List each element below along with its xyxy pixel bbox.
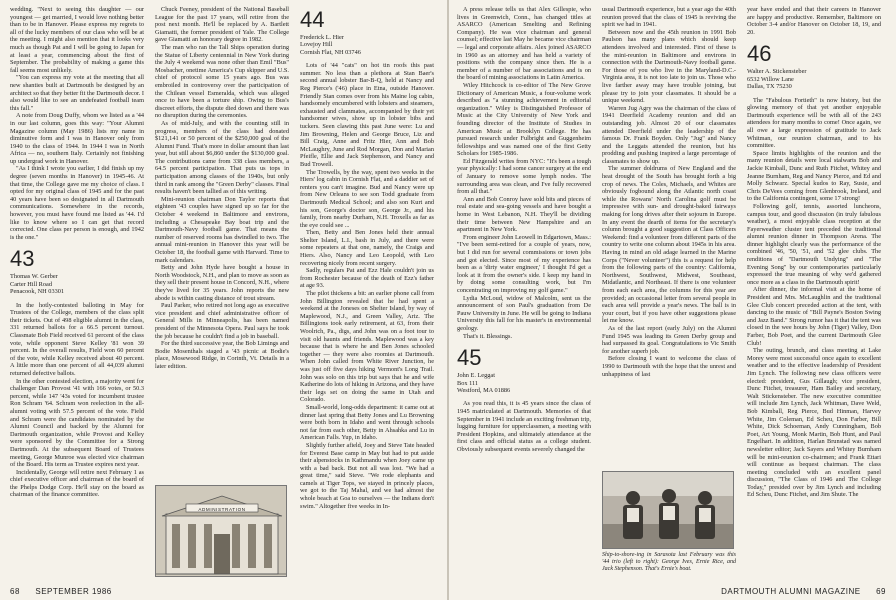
address-line: Carter Hill Road <box>10 280 52 288</box>
issue-date: SEPTEMBER 1986 <box>35 587 112 596</box>
paragraph: Sadly, regulars Pat and Ezz Hale couldn't join us from Rochester because of the death of Ezz's father at age 93. <box>300 267 434 290</box>
photo-illustration <box>603 472 734 549</box>
address-line: Westford, MA 01886 <box>457 386 511 394</box>
paragraph: Following golf, tennis, assorted luncheons, campus tour, and good discussion (in truly fabulous weather), a most enjoyable class reception at the Fayerweather cluster tent preceded the traditional alumni reunion dinner in Thompson Arena. The dinner highlight clearly was the performance of the combined '46, '50, '51, and '52 glee clubs. The renditions of "Dartmouth Undying" and "The Evening Song" by our contemporaries particularly expressed the true meaning of why we'd gathered once more as a class in the Dartmouth spirit! <box>747 202 881 286</box>
right-page <box>449 0 896 600</box>
paragraph: Wiley Hitchcock is co-editor of The New Grove Dictionary of American Music, a four-volume work described as "a stunning achievement in editorial organization." Wiley is Distinguished Professor of Music at the City University of New York and founding director of the Institute of Studies in American Music at Brooklyn College. He has pursued research under Fulbright and Guggenheim fellowships and was named one of the first Getty Scholars for 1985-1986. <box>457 81 591 158</box>
paragraph: Betty and John Hyde have bought a house in North Woodstock, N.H., and plan to move as soon as they sell their present house in Concord, N.H., where they've lived for 35 years. John reports the new abode is within casting distance of trout stream. <box>155 264 289 302</box>
paragraph: The man who ran the Tall Ships operation during the Statue of Liberty centennial in New York during the July 4 weekend was none other than Emil "Bus" Mosbacher, onetime America's Cup skipper and U.S. chief of protocol some 15 years ago. Bus was embroiled in controversy over the participation of the Chilean vessel Esmeralda, which was alleged once to have been a torture ship. Owing to Bus's discreet efforts, the dispute died down and there was no disruption during the ceremonies. <box>155 43 289 120</box>
class-secretary-address <box>747 68 881 90</box>
paragraph: Ann and Bob Conroy have sold bits and pieces of real estate and sea-going vessels and have bought a home in West Lebanon, N.H. They'll be dividing their time between New Hampshire and an apartment in New York. <box>457 195 591 234</box>
paragraph: "You can express my vote at the meeting that all new shanties built at Dartmouth be designed by an architect so that they better fit the Dartmouth decor. I also would like to see an undefeated football team this fall." <box>10 74 144 112</box>
paragraph: The outing, brunch, and class meeting at Lake Morey were most successful once again to excellent weather and to the effective leadership of President Jim Lynch. The following new class officers were elected: president, Gus Gillaugh; vice president, Dunc Fitchet, treasurer, Ham Bailey and secretary, Walt Stickensteber. The new executive committee will include Jim Lynch, Jack Whitman, Dave Weld, Bob Kimball, Reg Pierce, Bud Hinman, Harvey White, Jim Coleman, Ed Scheu, Don Farber, Bill White, Dick Schoeman, Andy Cunningham, Bob Poet, Art Young, Monk Martin, Bob Hunt, and Paul Engelhart. In addition, Harlan Brunstad was named newsletter editor; Jack Sayers and Whitey Burnham will be mini-reunion co-chairmen; and Frank Ettari will continue as bequest chairman. The class meeting concluded with an excellent panel discussion, "The Class of 1946 and The College Today," presided over by Jim Lynch and including Ed Scheu, Dunc Fitchet, and Jim Shute. The <box>747 347 881 499</box>
paragraph: Before closing I want to welcome the class of 1990 to Dartmouth with the hope that the unrest and unhappiness of last <box>602 355 736 378</box>
building-illustration <box>156 486 287 577</box>
paragraph: Between now and the 45th reunion in 1991 Bob Paulson has many plans which should keep attendees involved and interested. First of these is the mini-reunion in Baltimore and environs in connection with the Dartmouth-Navy football game. For those of you who live in the Maryland-D.C.-Virginia area, it is not too late to join us. Those who live farther away may have trouble joining, but please try to join your classmates. It should be a unique weekend. <box>602 28 736 105</box>
left-column-1 <box>10 6 144 578</box>
paragraph: From engineer John Leowell in Edgartown, Mass.: "I've been semi-retired for a couple of years, now, but I did run for several commissions or town jobs and got elected. Since most of my experience has been as a 'dirty water engineer,' I thought I'd get a look at it from the owner's side. I keep my hand in by doing some consulting work, but I'm concentrating on improving my golf game." <box>457 233 591 294</box>
paragraph: In the hotly-contested balloting in May for Trustees of the College, members of the class split their tickets. Out of 498 eligible alumni in the class, 331 returned ballots for a 66.5 percent turnout. Classmate Bob Field received 61 percent of the class vote, while opponent Steve Kelley '81 won 39 percent. In the overall results, Field won 60 percent of the vote, while Kelley received about 40 percent. A little more than one percent of all 44,039 alumni returned defective ballots. <box>10 301 144 377</box>
paragraph: year have ended and that their careers in Hanover are happy and productive. Remember, Baltimore on October 3-4 and/or Hanover on October 18, 19, and 20. <box>747 6 881 36</box>
administration-sign: ADMINISTRATION <box>198 506 246 512</box>
class-secretary-address <box>300 34 434 56</box>
paragraph: The Trowells, by the way, spent two weeks in the Hiers' log cabin in Cornish Flat, and a daddier set of renters you can't imagine. Bud and Nancy were up from New Orleans to see son Todd graduate from Dartmouth Medical School; and also son Kurt and his son, George's doctor son, George Jr., and his family, from nearby Durham, N.H. Troxells as far as the eye could see ... <box>300 168 434 229</box>
address-line: John E. Leggat <box>457 372 495 380</box>
address-line: Penacook, NH 03301 <box>10 288 65 296</box>
paragraph: The "Fabulous Fortieth" is now history, but the glowing memory of that yet another enjoyable Dartmouth experience will be with all of the 243 attendees for many months to come! Once again, we all owe a large expression of gratitude to Jack Whitman, our reunion chairman, and to his committee. <box>747 96 881 150</box>
address-line: Thomas W. Gerber <box>10 273 58 281</box>
publication-name: DARTMOUTH ALUMNI MAGAZINE <box>721 587 861 596</box>
right-column-1 <box>457 6 591 578</box>
class-year-heading-45: 45 <box>457 345 482 371</box>
paragraph: The pilot thickens a bit: an earlier phone call from John Billington revealed that he had spent a weekend at the Joneses on Shelter Island, by way of Maplewood, N.J., and Green Valley, Ariz. The Billingtons took early retirement, at 63, from their Woolrich, Pa., digs, and John was on a foot tour to visit old haunts and friends. Maplewood was a key because that is where he and Ben Jones schooled together — they were also roomies at Dartmouth. When John called from White River Junction, he was just off five days hiking Vermont's Long Trail. John was solo on this trip but says that he and wife Katherine do lots of hiking in Arizona, and they have their legs set on doing the same in Utah and Colorado. <box>300 290 434 404</box>
address-line: Dallas, TX 75230 <box>747 83 792 91</box>
paragraph: As you read this, it is 45 years since the class of 1945 matriculated at Dartmouth. Memories of that September in 1941 include an exciting freshman trip, lugging furniture for upperclassmen, a meeting with President Hopkins, and ultimately attendance at the first class and official status as a college student. Obviously subsequent events severely changed the <box>457 400 591 453</box>
page-number: 69 <box>876 587 886 596</box>
paragraph: The summer doldrums of New England and the heat drought of the South has brought forth a big crop of news. The Coles, Michaels, and Whites are obviously fogbound along the Atlantic north coast while the Rowans' North Carolina golf must be impressive with sun- and drought-baked fairways making for long drives after their sojourn in Europe. In any event the dearth of items for the secretary's column brought a good suggestion at Class Officers Weekend: find a volunteer from different parts of the country to write one column about 1945s in his area. Having in mind an old adage learned in the Marine Corps ("Never volunteer") this is a request for help from the following parts of the country: California, Northwest, Southwest, Midwest, Southeast, Midatlantic, and Northeast. If there is one volunteer from each each area, the columns for this year are provided; an occasional letter from several people in each area will provide a year's news. The ball is in your court, but if you have other suggestions please let me know. <box>602 165 736 325</box>
col2-text <box>155 6 289 482</box>
paragraph: Slightly further afield, Joey and Steve Tate headed for Everest Base camp in May but had to put aside their alpenstocks in Kathmandu when Joey came up with a bad back. But not all was lost. "We had a great time," said Steve. "We rode elephants and camels at Tiger Tops, we stayed in princely places, we got to the Taj Mahal, and we had almost the whole beach at Goa to ourselves — the Indians don't swim." Altogether five weeks in In- <box>300 441 434 510</box>
paragraph: Ed Fitzgerald writes from NYC: "It's been a tough year physically: I had some cancer surgery at the end of January to remove some lymph nodes. The surrounding area was clean, and I've fully recovered from all that." <box>457 157 591 196</box>
paragraph: Small-world, long-odds department: it came out at dinner last spring that Betty Jones and Lu Browning were both born in Idaho and went through schools not far from each other, Betty in Ahsahka and Lu in American Falls. Yup, in Idaho. <box>300 403 434 442</box>
paragraph: A press release tells us that Alex Gillespie, who lives in Greenwich, Conn., has changed titles at ASARCO (American Smelting and Refining Company). He was vice chairman and general counsel; effective last May he became vice chairman — legal and corporate affairs. Alex joined ASARCO in 1960 as an attorney and has held a variety of positions with the company since then. He is a member of a number of bar associations and is on the board of mining associations in Latin America. <box>457 6 591 82</box>
paragraph: Mini-reunion chairman Don Taylor reports that eighteen '43 couples have signed up so far for the October 4 weekend in Baltimore and environs, including a Chesapeake Bay boat trip and the Dartmouth-Navy football game. That means the number of reserved rooms has dwindled to two. The annual mini-reunion in Hanover this year will be October 18, the football game with Harvard. Time to mark calendars. <box>155 195 289 264</box>
paragraph: Chuck Feeney, president of the National Baseball League for the past 17 years, will retire from the post next month. He'll be replaced by A. Bartlett Giamatti, the former president of Yale. The College gave Giamatti an honorary degree in 1982. <box>155 6 289 44</box>
paragraph: In the other contested election, a majority went for challenger Dan Provost '41 with 166 votes, or 50.3 percent, while 147 '43s voted for incumbent trustee Ron Schram '64. Schram won reelection in the all-alumni voting with 57.5 percent of the vote. Field and Schram were the candidates nominated by the Alumni Council and backed by the Alumni for Dartmouth organization, while Provost and Kelley were sponsored by the Committee for a Strong Dartmouth. At the subsequent Board of Trustees meeting, George Munroe was elected vice chairman of the Board. His term as Trustee expires next year. <box>10 377 144 469</box>
paragraph: wedding. "Next to seeing this daughter — our youngest — get married, I would love nothing better than to be in Hanover. Please express my regrets to all of the lucky members of our class who will be at the meeting. I might also mention that it looks very much as though Pat and I will be going to Japan for at least a year, commencing about the first of September. The probability of making a game this fall seems most unlikely. <box>10 6 144 74</box>
paragraph: As of the last report (early July) on the Alumni Fund 1945 was leading its Green Derby group and had surpassed its goal. Congratulations to Vic Smith for another superb job. <box>602 324 736 355</box>
three-classmates-photo <box>602 471 734 549</box>
right-column-2 <box>602 6 736 578</box>
paragraph: Incidentally, George will retire next February 1 as chief executive officer and chairman of the board of the Phelps Dodge Corp. He'll stay on the board as chairman of the finance committee. <box>10 468 144 499</box>
right-column-3 <box>747 6 881 578</box>
paragraph: Then, Betty and Ben Jones held their annual Shelter Island, L.I., bash in July, and there were some repeaters at that one, namely, the Craigs and Hiers. Also, Nancy and Leo Leopold, with Leo recovering nicely from recent surgery. <box>300 229 434 267</box>
paragraph: A note from Doug Duffy, whom we listed as a '44 in our last column, goes this way: "Your Alumni Magazine column (May 1986) lists my name in diminutive form and I was in Hanover only from 1940 to the class of 1944. In 1944 I was in North Africa — no, southern Italy. Certainly not finishing up undergrad work in Hanover. <box>10 112 144 165</box>
paragraph: Paul Parker, who retired not long ago as executive vice president and chief administrative officer of General Mills in Minneapolis, has been named president of the Minnesota Opera. Paul says he took the job because he couldn't find a job in baseball. <box>155 302 289 340</box>
address-line: 6532 Willow Lane <box>747 75 794 83</box>
left-column-3 <box>300 6 434 578</box>
photo-caption: Ship-to-shore-ing in Sarasota last February was this '44 trio (left to right): George Ives, Ernie Rice, and Jack Stephenson. That's Ernie's boat. <box>602 552 736 572</box>
paragraph: Lots of '44 "cats" on hot tin roofs this past summer. No less than a plethora at Stan Baer's second annual lobster Bar-B-Q, held at Nancy and Reg Pierce's ('46) place in Etna, outside Hanover. Friendly Stan comes over from his Maine log cabin, handsomely encumbered with lobsters and steamers, exhausted and clammates, accompanied by their yet handsomer wives, show up in lobster bibs and tuckers. Seen clawing this past June were: Lu and Jim Browning, Helen and George Bruce, Liz and Bill Craig, Anne and Fritz Hier, Ann and Bob McLaughry, June and Rod Morgan, Don and Marian Pfeifle, Ellie and Jack Stephenson, and Nancy and Bud Trowell. <box>300 62 434 168</box>
left-page <box>0 0 447 600</box>
paragraph: Warren Jug Agry was the chairman of the class of 1941 Deerfield Academy reunion and did an outstanding job. Almost 20 of our classmates attended Deerfield under the leadership of the famous Dr. Frank Boyden. Only "Jug" and Nancy and the Leggats attended the reunion, but his prodding and pushing inspired a large percentage of classmates to show up. <box>602 104 736 165</box>
left-column-2 <box>155 6 289 578</box>
paragraph: usual Dartmouth experience, but a year ago the 40th reunion proved that the class of 1945 is reviving the spirit we had in 1941. <box>602 6 736 29</box>
address-line: Walter A. Stickensteber <box>747 68 807 76</box>
paragraph: After dinner, the informal visit at the home of President and Mrs. McLaughlin and the traditional Glee Club concert preceded action at the tent, with dancing to the music of "Bill Payne's Boston Swing and Jazz Band." Strong rumor has it that the tent was closed in the wee hours by John (Tiger) Valley, Don Farber, Bob Poet, and the current Dartmouth Glee Club! <box>747 286 881 347</box>
right-page-footer <box>721 587 886 596</box>
paragraph: Space limits highlights of the reunion and the many reunion details were local stalwarts Bob and Jackie Kimball, Dunc and Ruth Fitchet, Whitey and Jeanne Burnham, Reg and Nancy Pierce, and Ed and Molly Schwarz. Special kudos to Ray, Susie, and Chris DeVees coming from Glenbrook, Ireland, and to the California contingent, some 17 strong! <box>747 149 881 203</box>
class-secretary-address <box>10 273 144 295</box>
class-year-heading-43: 43 <box>10 246 35 272</box>
address-line: Frederick L. Hier <box>300 34 344 41</box>
address-line: Cornish Flat, NH 03746 <box>300 48 361 56</box>
paragraph: Lydia McLoud, widow of Malcolm, sent us the announcement of son Paul's graduation from De Pauw University in June. He will be going to Indiana University this fall for his master's in environmental geology. <box>457 294 591 332</box>
address-line: Box 111 <box>457 379 479 387</box>
page-number: 68 <box>10 587 20 596</box>
left-page-footer <box>10 587 112 596</box>
administration-building-photo <box>155 485 287 577</box>
paragraph: As of mid-July, and with the counting still in progress, members of the class had donated $121,141 or 50 percent of the $250,000 goal of the Alumni Fund. That's more in dollar amount than last year, but still about $6,860 under the $130,000 goal. The contributions came from 338 class members, a 64.5 percent participation. That puts us tops in participation among classes of the 1940s, but only third in rank among the "Green Derby" classes. Final results haven't been tallied as of this writing. <box>155 119 289 196</box>
class-year-heading-46: 46 <box>747 41 772 67</box>
paragraph: That's it. Blessings. <box>463 332 513 340</box>
col1-paras-a <box>10 6 144 241</box>
paragraph: "As I think I wrote you earlier, I did finish up my degree (seven months in Hanover) in 1945-46. At that time, the College gave me my choice of class. I opted for my original class of 1945 and for the past 40 years have been so designated in all Dartmouth communications. Somewhere in the records, however, you must have found me listed as '44. I'd like to know where so I can get that record corrected. One class per person is enough, and 1942 is the one." <box>10 165 144 241</box>
address-line: Lovejoy Hill <box>300 41 333 49</box>
class-secretary-address <box>457 372 591 394</box>
paragraph: For the third successive year, the Bob Limings and Bodie Mosenthals staged a '43 picnic at Bodie's place, Mosewood Ridge, in Corinth, Vt. Details in a later edition. <box>155 340 289 370</box>
col2-text <box>602 6 736 468</box>
class-year-heading-44: 44 <box>300 7 325 32</box>
